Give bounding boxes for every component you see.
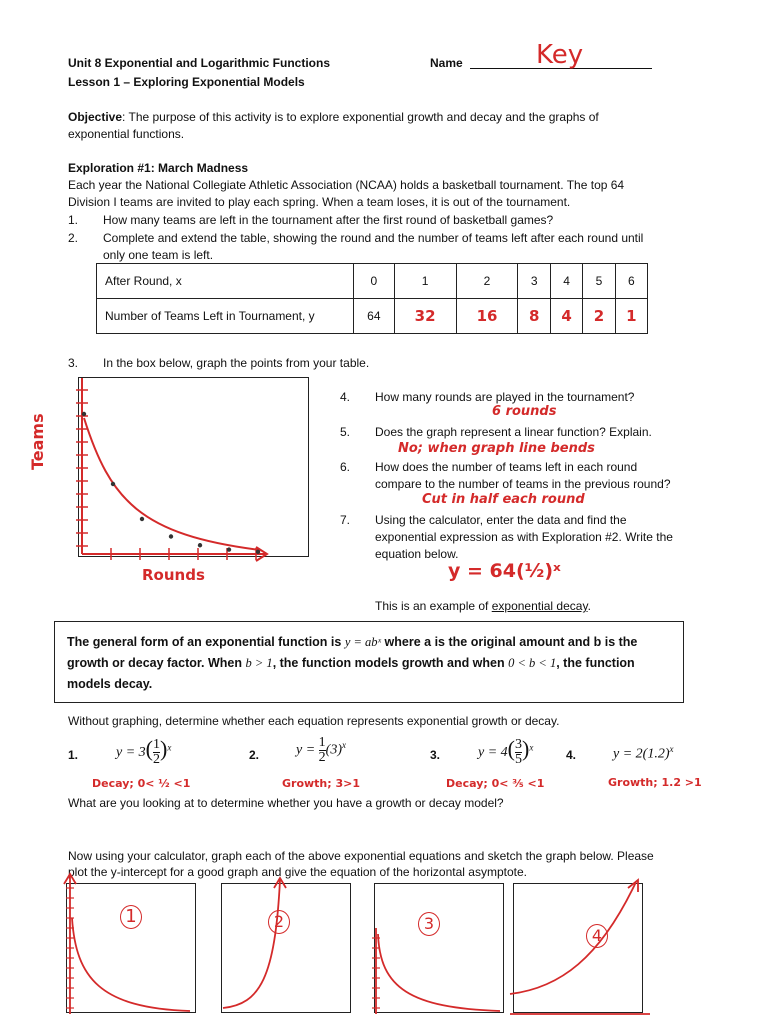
eq2-number: 2. bbox=[249, 748, 260, 762]
q2-number: 2. bbox=[68, 231, 79, 245]
example-term: exponential decay bbox=[491, 599, 588, 613]
objective-text: : The purpose of this activity is to explore exponential growth and decay and the graphs of bbox=[122, 110, 599, 124]
table-cell: 64 bbox=[354, 299, 395, 334]
rounds-table bbox=[96, 263, 648, 334]
plotted-point bbox=[227, 547, 231, 551]
example-line: This is an example of exponential decay. bbox=[375, 599, 591, 613]
q6-answer: Cut in half each round bbox=[422, 492, 585, 507]
x-axis-label: Rounds bbox=[142, 566, 205, 584]
mini-graph-label-1: 1 bbox=[120, 905, 142, 929]
plotted-point bbox=[169, 534, 173, 538]
table-answer-cell: 1 bbox=[615, 299, 647, 334]
eq1: y = 3( $\frac{1}{2}$ )$^x$ bbox=[116, 736, 172, 768]
mini-graph-label-3: 3 bbox=[418, 912, 440, 936]
table-row1-label: After Round, x bbox=[97, 264, 354, 299]
eq4: $y = 2(1.2)^x$ bbox=[613, 744, 674, 762]
eq3: y = 4( $\frac{3}{5}$ )$^x$ bbox=[478, 736, 534, 768]
eq2-answer: Growth; 3>1 bbox=[282, 777, 361, 790]
unit-title: Unit 8 Exponential and Logarithmic Functions bbox=[68, 56, 331, 70]
objective-label: Objective bbox=[68, 110, 123, 124]
table-cell: 2 bbox=[456, 264, 518, 299]
q4-number: 4. bbox=[340, 390, 351, 404]
mini-graph-label-4: 4 bbox=[586, 924, 608, 948]
objective-text-2: exponential functions. bbox=[68, 127, 185, 141]
plotted-point bbox=[111, 482, 115, 486]
eq3-number: 3. bbox=[430, 748, 441, 762]
q1-number: 1. bbox=[68, 213, 79, 227]
q7-answer: y = 64(½)ˣ bbox=[448, 560, 561, 582]
formula-cond2: 0 < b < 1 bbox=[508, 656, 557, 670]
formula-p2: where a is the original amount and b is the bbox=[381, 635, 638, 649]
plotted-point bbox=[256, 550, 260, 554]
formula-p1: The general form of an exponential function is bbox=[67, 635, 345, 649]
q5-answer: No; when graph line bends bbox=[398, 441, 595, 456]
q7-number: 7. bbox=[340, 513, 351, 527]
formula-eq: y = abˣ bbox=[344, 635, 382, 649]
q2-text-a: Complete and extend the table, showing the round and the number of teams left after each round until bbox=[103, 231, 644, 245]
table-answer-cell: 2 bbox=[583, 299, 615, 334]
plotted-point bbox=[198, 543, 202, 547]
example-text: This is an example of bbox=[375, 599, 492, 613]
table-answer-cell: 8 bbox=[518, 299, 550, 334]
formula-p4: , the function models growth and when bbox=[272, 656, 509, 670]
without-graphing: Without graphing, determine whether each equation represents exponential growth or decay. bbox=[68, 714, 560, 728]
plotted-point bbox=[140, 517, 144, 521]
q4-text: How many rounds are played in the tournament? bbox=[375, 390, 635, 404]
table-cell: 1 bbox=[394, 264, 456, 299]
exploration-intro-2: Division I teams are invited to play each spring. When a team loses, it is out of the tournament. bbox=[68, 195, 571, 209]
q5-text: Does the graph represent a linear function? Explain. bbox=[375, 425, 652, 439]
table-answer-cell: 4 bbox=[550, 299, 582, 334]
q6-text-1: How does the number of teams left in each round bbox=[375, 460, 638, 474]
name-answer: Key bbox=[536, 40, 584, 70]
table-cell: 5 bbox=[583, 264, 615, 299]
q7-text-2: exponential expression as with Exploration #2. Write the bbox=[375, 530, 673, 544]
table-row-teams bbox=[97, 299, 648, 334]
y-axis-label: Teams bbox=[28, 413, 47, 470]
q4-answer: 6 rounds bbox=[492, 404, 557, 419]
q2-text-b: only one team is left. bbox=[103, 248, 214, 262]
exploration-intro-1: Each year the National Collegiate Athletic Association (NCAA) holds a basketball tournament. The top 64 bbox=[68, 178, 625, 192]
hand-graph bbox=[60, 370, 290, 570]
now-using-2: plot the y-intercept for a good graph and give the equation of the horizontal asymptote. bbox=[68, 865, 527, 879]
objective bbox=[68, 110, 599, 124]
q6-text-2: compare to the number of teams in the previous round? bbox=[375, 477, 671, 491]
exploration-title: Exploration #1: March Madness bbox=[68, 161, 249, 175]
formula-p6: models decay. bbox=[67, 677, 153, 691]
now-using-1: Now using your calculator, graph each of the above exponential equations and sketch the graph below. Please bbox=[68, 849, 654, 863]
lesson-title: Lesson 1 – Exploring Exponential Models bbox=[68, 75, 305, 89]
table-cell: 3 bbox=[518, 264, 550, 299]
formula-p5: , the function bbox=[556, 656, 635, 670]
table-row2-label: Number of Teams Left in Tournament, y bbox=[97, 299, 354, 334]
eq3-answer: Decay; 0< ⅗ <1 bbox=[446, 777, 545, 790]
eq1-number: 1. bbox=[68, 748, 79, 762]
q7-text-3: equation below. bbox=[375, 547, 459, 561]
q3-text: In the box below, graph the points from your table. bbox=[103, 356, 370, 370]
plotted-point bbox=[82, 412, 86, 416]
q3-number: 3. bbox=[68, 356, 79, 370]
table-cell: 0 bbox=[354, 264, 395, 299]
formula-p3: growth or decay factor. When bbox=[67, 656, 246, 670]
general-form-box bbox=[54, 621, 684, 703]
q1-text: How many teams are left in the tournament after the first round of basketball games? bbox=[103, 213, 554, 227]
eq1-answer: Decay; 0< ½ <1 bbox=[92, 777, 191, 790]
mini-graph-label-2: 2 bbox=[268, 910, 290, 934]
table-answer-cell: 32 bbox=[394, 299, 456, 334]
q5-number: 5. bbox=[340, 425, 351, 439]
what-looking: What are you looking at to determine whether you have a growth or decay model? bbox=[68, 796, 504, 810]
eq4-answer: Growth; 1.2 >1 bbox=[608, 776, 702, 789]
formula-cond1: b > 1 bbox=[245, 656, 273, 670]
q6-number: 6. bbox=[340, 460, 351, 474]
eq4-number: 4. bbox=[566, 748, 577, 762]
mini-graph-sketches bbox=[40, 868, 660, 1022]
table-cell: 4 bbox=[550, 264, 582, 299]
table-row-rounds bbox=[97, 264, 648, 299]
name-label: Name bbox=[430, 56, 463, 70]
table-cell: 6 bbox=[615, 264, 647, 299]
eq2: y = $\frac{1}{2}$ $(3)^x$ bbox=[296, 735, 346, 765]
table-answer-cell: 16 bbox=[456, 299, 518, 334]
q7-text-1: Using the calculator, enter the data and find the bbox=[375, 513, 627, 527]
